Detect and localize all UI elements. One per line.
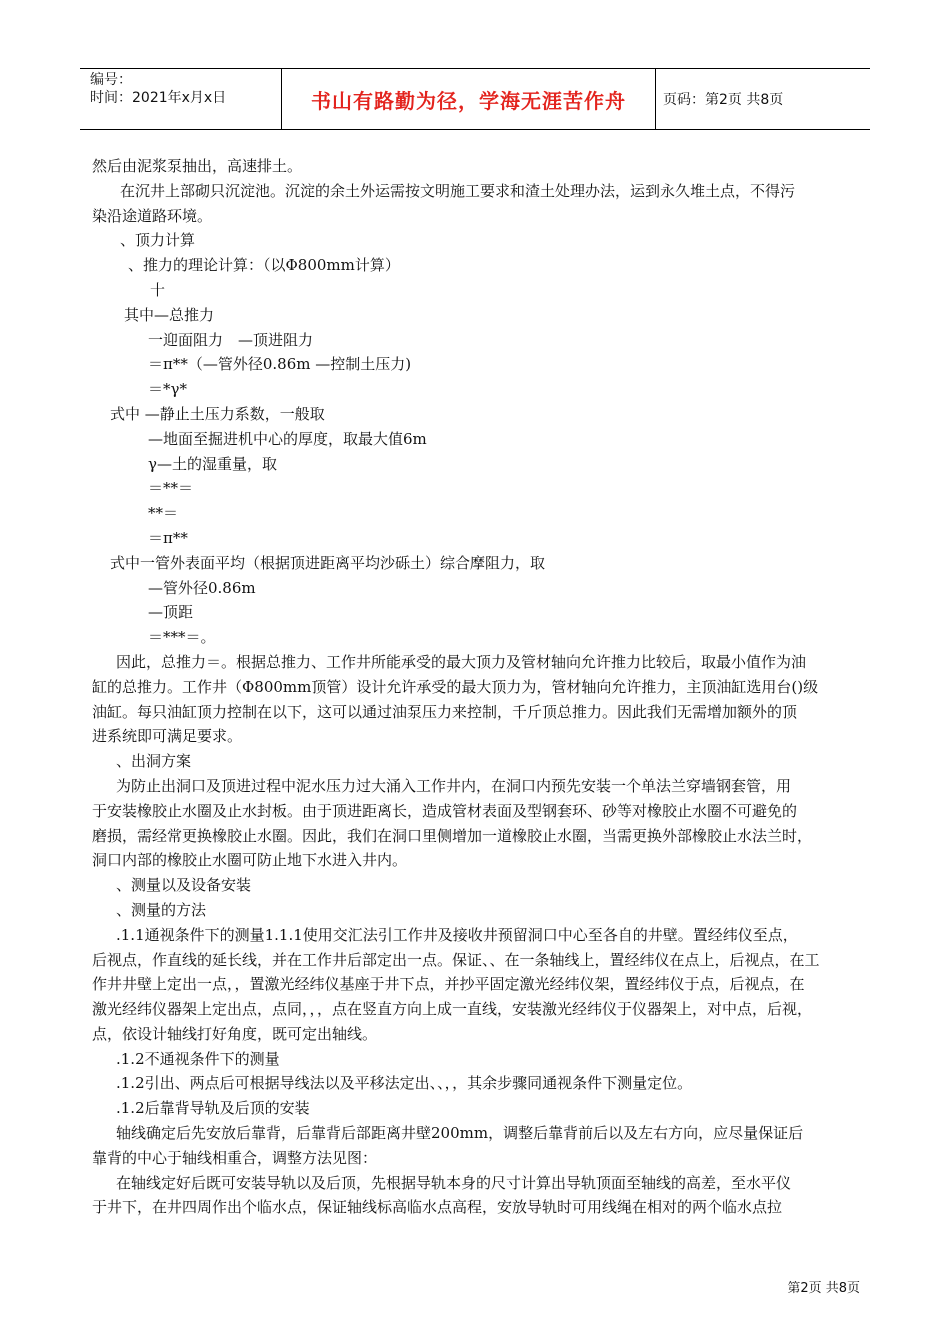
body-text-line: **＝ xyxy=(148,504,179,523)
document-number-label: 编号： xyxy=(90,72,132,88)
body-text-line: 因此，总推力＝。根据总推力、工作井所能承受的最大顶力及管材轴向允许推力比较后，取最小值作为油 xyxy=(116,652,807,671)
body-text-line: 、顶力计算 xyxy=(120,231,196,250)
body-text-line: 为防止出洞口及顶进过程中泥水压力过大涌入工作井内，在洞口内预先安装一个单法兰穿墙钢套管，用 xyxy=(116,776,792,795)
body-text-line: 一迎面阻力 —顶进阻力 xyxy=(148,330,314,349)
body-text-line: ＝π**（—管外径0.86m —控制土压力) xyxy=(148,355,412,374)
body-text-line: 激光经纬仪器架上定出点，点同，，，点在竖直方向上成一直线，安装激光经纬仪于仪器架上，对中点，后视， xyxy=(92,1000,813,1019)
body-text-line: ＝***＝。 xyxy=(148,628,216,647)
body-text-line: γ—土的湿重量，取 xyxy=(148,454,277,473)
body-text-line: .1.2后靠背导轨及后顶的安装 xyxy=(116,1099,310,1118)
body-text-line: 式中一管外表面平均（根据顶进距离平均沙砾土）综合摩阻力，取 xyxy=(110,553,546,572)
header-page-number: 页码：第2页 共8页 xyxy=(663,92,784,108)
body-text-line: 在轴线定好后既可安装导轨以及后顶，先根据导轨本身的尺寸计算出导轨顶面至轴线的高差，至水平仪 xyxy=(116,1173,792,1192)
body-text-line: 然后由泥浆泵抽出，高速排土。 xyxy=(92,157,303,175)
body-text-line: 油缸。每只油缸顶力控制在以下，这可以通过油泵压力来控制，千斤顶总推力。因此我们无需增加额外的顶 xyxy=(92,702,798,721)
body-text-line: 、测量的方法 xyxy=(116,900,207,919)
body-text-line: 点，依设计轴线打好角度，既可定出轴线。 xyxy=(92,1024,378,1043)
body-text-line: 十 xyxy=(150,280,166,299)
body-text-line: 缸的总推力。工作井（Φ800mm顶管）设计允许承受的最大顶力为，管材轴向允许推力，主顶油缸选用台()级 xyxy=(92,677,819,696)
body-text-line: —管外径0.86m xyxy=(148,578,256,597)
body-text-line: 磨损，需经常更换橡胶止水圈。因此，我们在洞口里侧增加一道橡胶止水圈，当需更换外部橡胶止水法兰时， xyxy=(92,826,813,845)
document-body xyxy=(92,154,860,1220)
body-text-line: 在沉井上部砌只沉淀池。沉淀的余土外运需按文明施工要求和渣土处理办法，运到永久堆土点，不得污 xyxy=(120,181,796,200)
body-text-line: —顶距 xyxy=(148,603,194,622)
body-text-line: ＝π** xyxy=(148,528,188,547)
body-text-line: 、出洞方案 xyxy=(116,752,192,771)
header-info xyxy=(80,69,280,129)
body-text-line: 于井下，在井四周作出个临水点，保证轴线标高临水点高程，安放导轨时可用线绳在相对的两个临水点拉 xyxy=(92,1198,783,1217)
page-footer: 第2页 共8页 xyxy=(787,1281,860,1296)
body-text-line: 作井井壁上定出一点，，置激光经纬仪基座于井下点，并抄平固定激光经纬仪架，置经纬仪于点，后视点，在 xyxy=(92,975,805,994)
body-text-line: 进系统即可满足要求。 xyxy=(92,727,243,746)
body-text-line: ＝*γ* xyxy=(148,380,187,399)
body-text-line: 、测量以及设备安装 xyxy=(116,876,252,895)
body-text-line: .1.2引出、两点后可根据导线法以及平移法定出、、，，其余步骤同通视条件下测量定位。 xyxy=(116,1074,693,1093)
body-text-line: .1.1通视条件下的测量1.1.1使用交汇法引工作井及接收井预留洞口中心至各自的井壁。置经纬仪至点， xyxy=(116,925,798,944)
body-text-line: ＝**＝ xyxy=(148,479,194,498)
body-text-line: 于安装橡胶止水圈及止水封板。由于顶进距离长，造成管材表面及型钢套环、砂等对橡胶止水圈不可避免的 xyxy=(92,801,798,820)
header-motto: 书山有路勤为径，学海无涯苦作舟 xyxy=(281,69,656,129)
body-text-line: 、推力的理论计算：（以Φ800mm计算） xyxy=(128,256,400,275)
body-text-line: 染沿途道路环境。 xyxy=(92,206,213,225)
body-text-line: 轴线确定后先安放后靠背，后靠背后部距离井壁200mm，调整后靠背前后以及左右方向，应尽量保证后 xyxy=(116,1124,804,1143)
page-header xyxy=(80,68,870,130)
document-date-label: 时间：2021年x月x日 xyxy=(90,90,227,106)
body-text-line: 靠背的中心于轴线相重合，调整方法见图： xyxy=(92,1148,378,1167)
body-text-line: 其中—总推力 xyxy=(124,305,215,324)
body-text-line: —地面至掘进机中心的厚度，取最大值6m xyxy=(148,429,427,448)
body-text-line: .1.2不通视条件下的测量 xyxy=(116,1049,280,1068)
body-text-line: 后视点，作直线的延长线，并在工作井后部定出一点。保证、、在一条轴线上，置经纬仪在点上，后视点，在工 xyxy=(92,950,820,969)
body-text-line: 式中 —静止土压力系数，一般取 xyxy=(110,404,325,423)
body-text-line: 洞口内部的橡胶止水圈可防止地下水进入井内。 xyxy=(92,851,408,870)
